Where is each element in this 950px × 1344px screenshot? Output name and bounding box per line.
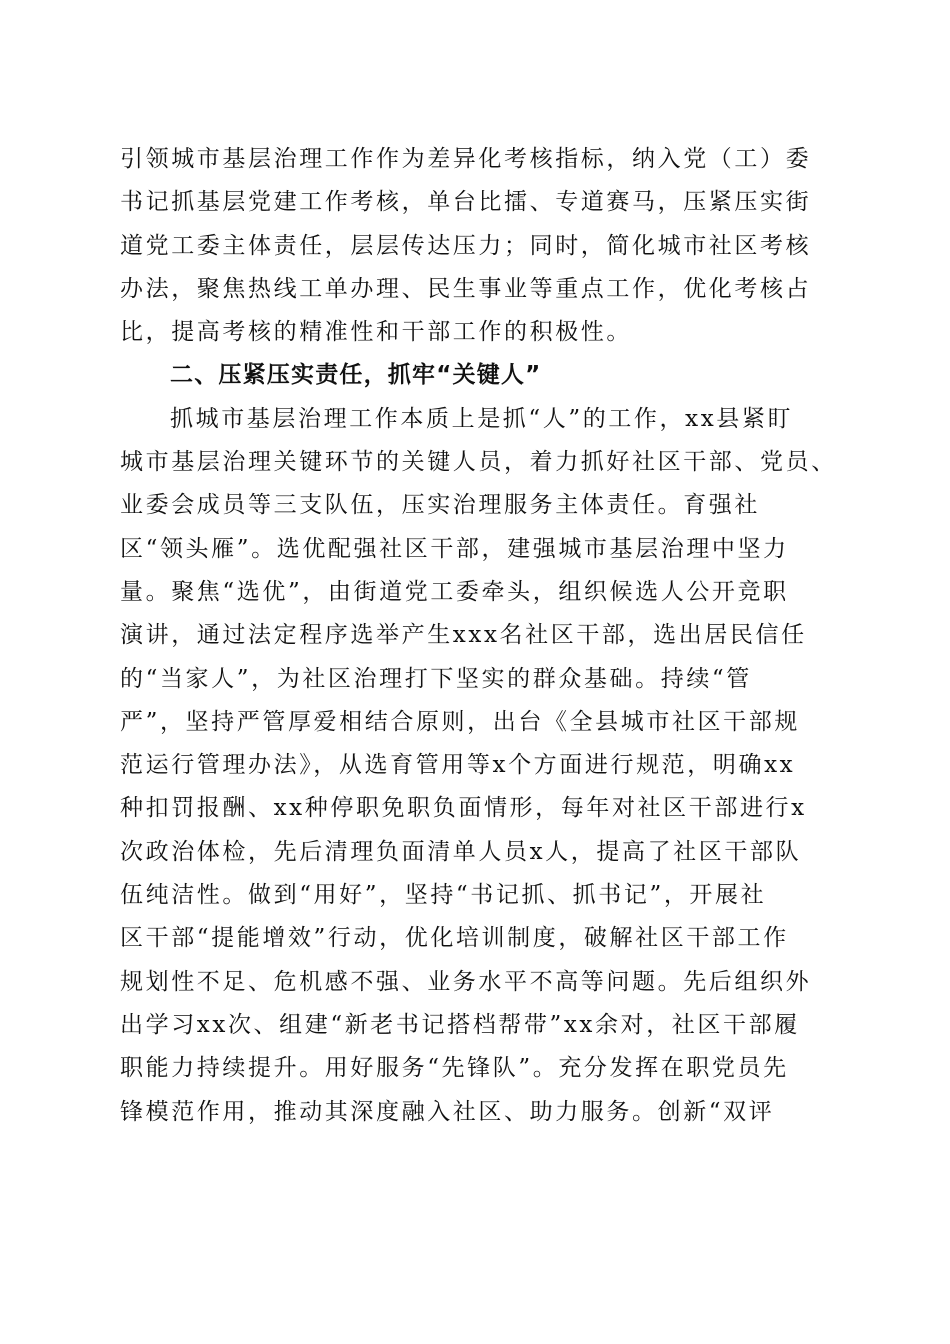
- paragraph-line: 量。聚焦“选优”，由街道党工委牵头，组织候选人公开竞职: [120, 578, 789, 605]
- paragraph-line: 伍纯洁性。做到“用好”，坚持“书记抓、抓书记”，开展社: [120, 882, 767, 909]
- paragraph-line: 比，提高考核的精准性和干部工作的积极性。: [120, 319, 632, 346]
- paragraph-line: 道党工委主体责任，层层传达压力；同时，简化城市社区考核: [120, 232, 812, 259]
- paragraph-line: 抓城市基层治理工作本质上是抓“人”的工作，xx县紧盯: [170, 405, 794, 432]
- paragraph-line: 范运行管理办法》，从选育管用等x个方面进行规范，明确xx: [120, 752, 796, 779]
- paragraph-line: 书记抓基层党建工作考核，单台比擂、专道赛马，压紧压实街: [120, 189, 812, 216]
- paragraph-line: 锋模范作用，推动其深度融入社区、助力服务。创新“双评: [120, 1098, 775, 1125]
- paragraph-line: 区干部“提能增效”行动，优化培训制度，破解社区干部工作: [120, 925, 789, 952]
- paragraph-line: 城市基层治理关键环节的关键人员，着力抓好社区干部、党员、: [120, 449, 837, 476]
- paragraph-line: 严”，坚持严管厚爱相结合原则，出台《全县城市社区干部规: [120, 708, 800, 735]
- paragraph-line: 引领城市基层治理工作作为差异化考核指标，纳入党（工）委: [120, 146, 812, 172]
- paragraph-line: 种扣罚报酬、xx种停职免职负面情形，每年对社区干部进行x: [120, 795, 807, 822]
- paragraph-line: 演讲，通过法定程序选举产生xxx名社区干部，选出居民信任: [120, 622, 807, 649]
- paragraph-line: 职能力持续提升。用好服务“先锋队”。充分发挥在职党员先: [120, 1055, 789, 1082]
- document-body: [120, 138, 837, 1134]
- paragraph-line: 次政治体检，先后清理负面清单人员x人，提高了社区干部队: [120, 838, 802, 865]
- paragraph-line: 出学习xx次、组建“新老书记搭档帮带”xx余对，社区干部履: [120, 1011, 800, 1038]
- paragraph-key-people: [120, 398, 837, 1134]
- paragraph-line: 规划性不足、危机感不强、业务水平不高等问题。先后组织外: [120, 968, 812, 995]
- section-heading: 二、压紧压实责任，抓牢“关键人”: [170, 362, 542, 389]
- paragraph-line: 业委会成员等三支队伍，压实治理服务主体责任。育强社: [120, 492, 760, 519]
- paragraph-line: 办法，聚焦热线工单办理、民生事业等重点工作，优化考核占: [120, 275, 812, 302]
- paragraph-continued: [120, 138, 832, 354]
- paragraph-line: 区“领头雁”。选优配强社区干部，建强城市基层治理中坚力: [120, 535, 789, 562]
- paragraph-line: 的“当家人”，为社区治理打下坚实的群众基础。持续“管: [120, 665, 752, 692]
